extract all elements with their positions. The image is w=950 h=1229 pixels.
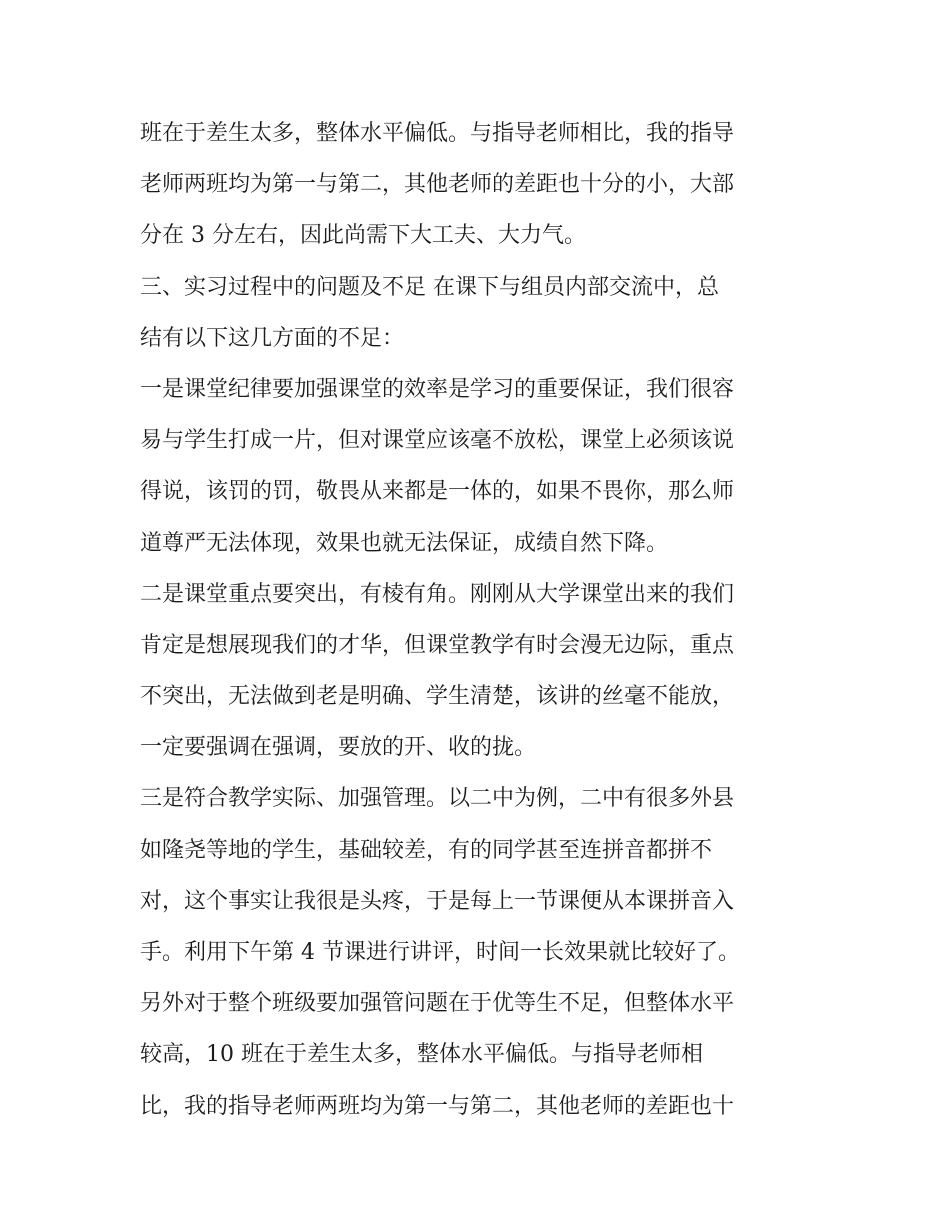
text-line: 手。利用下午第 4 节课进行讲评，时间一长效果就比较好了。: [140, 940, 740, 965]
text-line: 易与学生打成一片，但对课堂应该毫不放松，课堂上必须该说: [140, 428, 735, 454]
text-line: 分在 3 分左右，因此尚需下大工夫、大力气。: [140, 223, 586, 249]
text-line: 比，我的指导老师两班均为第一与第二，其他老师的差距也十: [140, 1093, 735, 1119]
body-text: [140, 108, 820, 1132]
text-line: 一是课堂纪律要加强课堂的效率是学习的重要保证，我们很容: [140, 376, 735, 402]
text-line: 肯定是想展现我们的才华，但课堂教学有时会漫无边际，重点: [140, 632, 735, 658]
text-line: 老师两班均为第一与第二，其他老师的差距也十分的小，大部: [140, 172, 735, 198]
text-line: 一定要强调在强调，要放的开、收的拢。: [140, 735, 537, 761]
section-heading-line: 三、实习过程中的问题及不足 在课下与组员内部交流中，总: [140, 274, 719, 300]
text-line: 结有以下这几方面的不足：: [140, 325, 405, 351]
text-line: 较高，10 班在于差生太多，整体水平偏低。与指导老师相: [140, 1042, 703, 1068]
text-line: 二是课堂重点要突出，有棱有角。刚刚从大学课堂出来的我们: [140, 581, 735, 607]
text-line: 另外对于整个班级要加强管问题在于优等生不足，但整体水平: [140, 991, 735, 1017]
text-line: 得说，该罚的罚，敬畏从来都是一体的，如果不畏你，那么师: [140, 479, 735, 505]
text-line: 对，这个事实让我很是头疼，于是每上一节课便从本课拼音入: [140, 888, 735, 914]
text-line: 班在于差生太多，整体水平偏低。与指导老师相比，我的指导: [140, 121, 735, 146]
text-line: 道尊严无法体现，效果也就无法保证，成绩自然下降。: [140, 530, 669, 556]
text-line: 如隆尧等地的学生，基础较差，有的同学甚至连拼音都拼不: [140, 837, 713, 863]
text-line: 三是符合教学实际、加强管理。以二中为例，二中有很多外县: [140, 786, 735, 812]
text-line: 不突出，无法做到老是明确、学生清楚，该讲的丝毫不能放，: [140, 684, 735, 710]
